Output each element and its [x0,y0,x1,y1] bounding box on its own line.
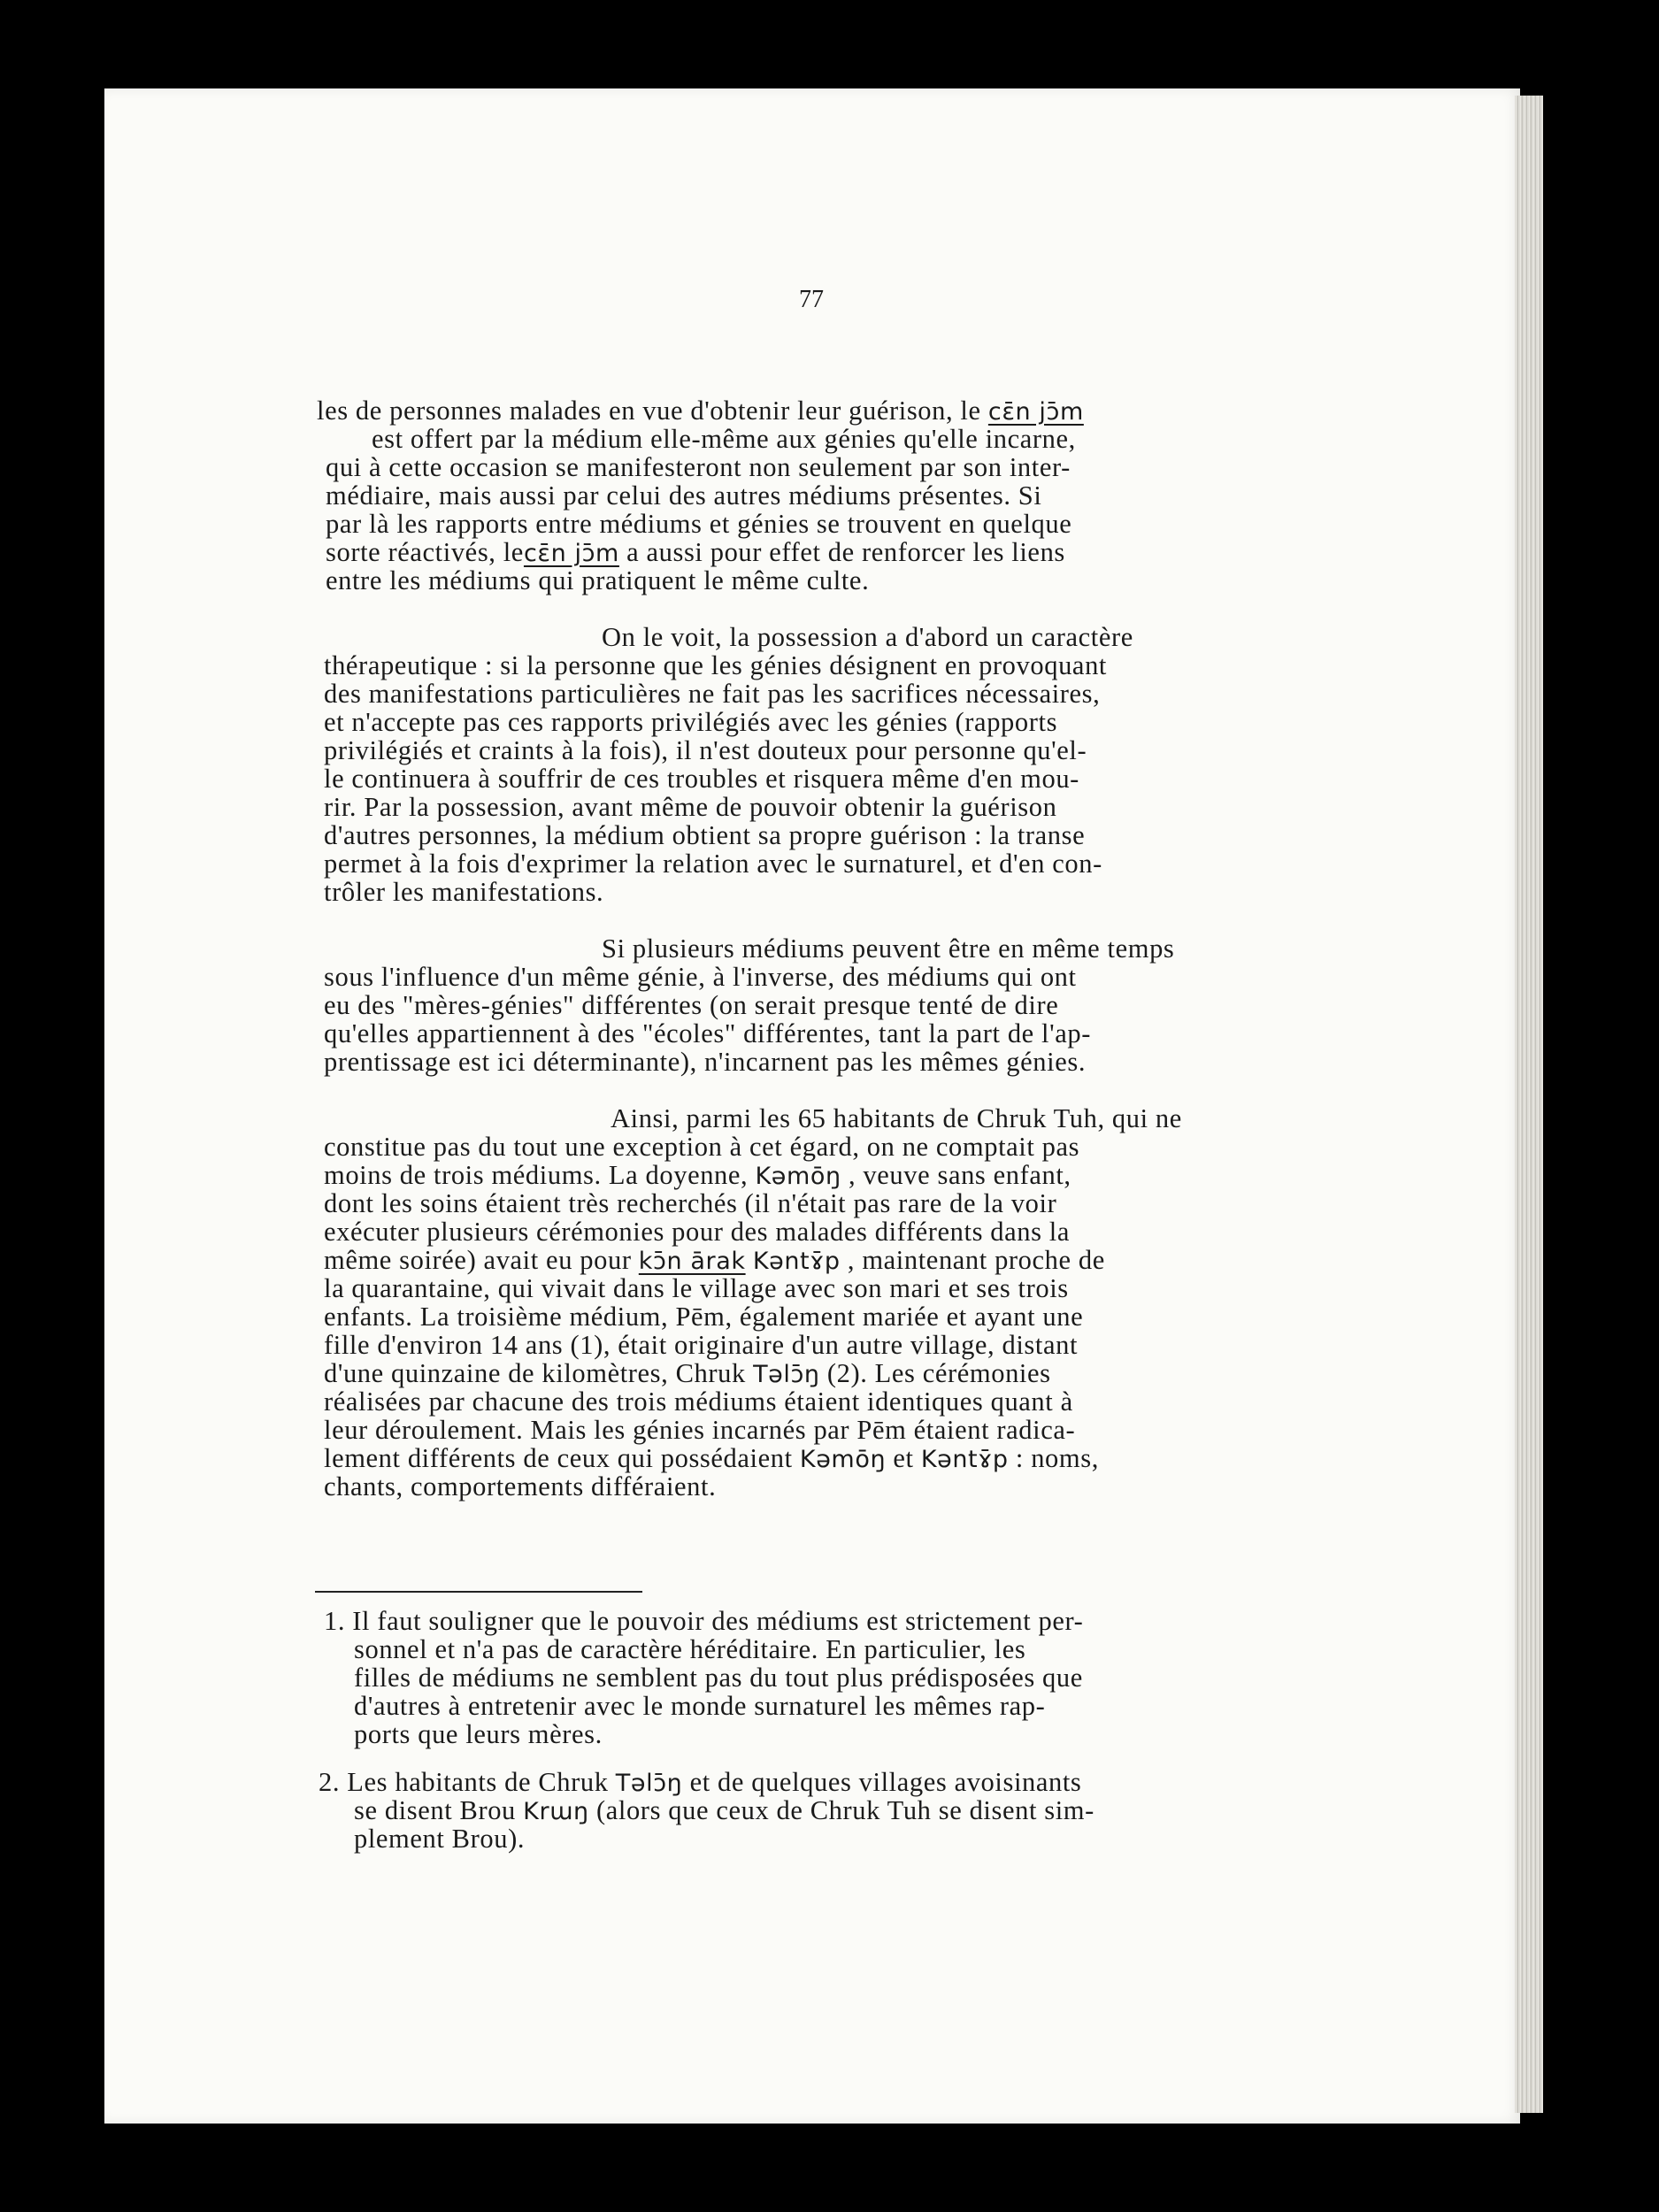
underlined-vernacular-term: kɔ̄n ārak [638,1248,746,1275]
text-run: permet à la fois d'exprimer la relation avec le surnaturel, et d'en con- [324,849,1102,879]
text-run: rir. Par la possession, avant même de pouvoir obtenir la guérison [324,792,1057,822]
text-line [324,680,1100,708]
text-line [324,736,1087,764]
text-run: 2. Les habitants de Chruk [319,1767,616,1797]
text-run: constitue pas du tout une exception à cet égard, on ne comptait pas [324,1132,1080,1162]
text-run: moins de trois médiums. La doyenne, [324,1160,756,1190]
text-run: filles de médiums ne semblent pas du tout plus prédisposées que [354,1663,1083,1693]
text-run: sous l'influence d'un même génie, à l'inverse, des médiums qui ont [324,962,1077,992]
text-run: et n'accepte pas ces rapports privilégiés avec les génies (rapports [324,707,1058,737]
vernacular-name: Kəmōŋ [799,1446,887,1473]
text-line [324,1302,1083,1331]
text-line [324,1189,1056,1217]
text-run: par là les rapports entre médiums et génies se trouvent en quelque [326,509,1072,539]
text-line [324,821,1085,849]
page-number: 77 [799,286,824,313]
text-run: Si plusieurs médiums peuvent être en même temps [602,933,1175,964]
footnote-line [319,1768,1081,1798]
text-run: trôler les manifestations. [324,877,604,907]
text-line [324,1472,716,1501]
text-run: est offert par la médium elle-même aux génies qu'elle incarne, [372,424,1076,454]
text-run: se disent Brou [354,1795,524,1825]
text-run: prentissage est ici déterminante), n'incarnent pas les mêmes génies. [324,1047,1087,1077]
text-line [324,1444,1099,1474]
text-run: (alors que ceux de Chruk Tuh se disent sim- [588,1795,1094,1825]
text-line [324,991,1058,1019]
text-line [602,623,1133,651]
text-line [324,708,1057,736]
text-line [324,1331,1078,1359]
text-line [324,963,1077,991]
text-run: qui à cette occasion se manifesteront non seulement par son inter- [326,452,1071,482]
text-line [324,1161,1071,1191]
text-run: privilégiés et craints à la fois), il n'est douteux pour personne qu'el- [324,735,1087,765]
text-run: fille d'environ 14 ans (1), était originaire d'un autre village, distant [324,1330,1079,1360]
text-run: réalisées par chacune des trois médiums étaient identiques quant à [324,1386,1073,1417]
text-run: , maintenant proche de [840,1245,1105,1275]
text-run: chants, comportements différaient. [324,1471,717,1502]
text-run: et de quelques villages avoisinants [682,1767,1082,1797]
text-line [602,934,1174,963]
text-run: d'autres personnes, la médium obtient sa propre guérison : la transe [324,820,1086,850]
text-run: enfants. La troisième médium, Pēm, également mariée et ayant une [324,1302,1084,1332]
text-run: qu'elles appartiennent à des "écoles" différentes, tant la part de l'ap- [324,1018,1091,1048]
footnote-line [354,1796,1094,1826]
footnote-line [354,1635,1025,1663]
text-line [611,1104,1182,1133]
underlined-vernacular-term: cɛ̄n jɔ̄m [987,398,1084,426]
vernacular-name: Kəmōŋ [755,1163,841,1190]
vernacular-name: Təlɔ̄ŋ [753,1361,820,1388]
text-line [324,878,603,906]
text-run: sorte réactivés, le [326,537,524,567]
text-line [324,1048,1086,1076]
footnote-line [354,1692,1045,1720]
text-run: même soirée) avait eu pour [324,1245,639,1275]
text-run: leur déroulement. Mais les génies incarnés par Pēm étaient radica- [324,1415,1076,1445]
text-line [324,849,1102,878]
text-line [326,510,1071,538]
footnote-line [354,1663,1083,1692]
text-line [324,1133,1079,1161]
vernacular-name: Kəntɤ̄p [752,1248,841,1275]
text-run: ports que leurs mères. [354,1719,603,1749]
text-line [324,1274,1069,1302]
text-run: , veuve sans enfant, [841,1160,1071,1190]
text-run: le continuera à souffrir de ces troubles et risquera même d'en mou- [324,764,1079,794]
footnote-line [354,1720,603,1748]
text-run: a aussi pour effet de renforcer les liens [618,537,1065,567]
text-run: (2). Les cérémonies [819,1358,1051,1388]
text-line [324,1359,1051,1389]
text-run: dont les soins étaient très recherchés (il n'était pas rare de la voir [324,1188,1057,1218]
text-run: des manifestations particulières ne fait pas les sacrifices nécessaires, [324,679,1101,709]
text-run: entre les médiums qui pratiquent le même culte. [326,565,870,595]
text-line [372,425,1076,453]
text-run: sonnel et n'a pas de caractère héréditaire. En particulier, les [354,1634,1026,1664]
text-line [324,651,1107,680]
text-run: médiaire, mais aussi par celui des autres médiums présentes. Si [326,480,1042,511]
text-line [324,793,1056,821]
text-line [326,453,1071,481]
text-run: thérapeutique : si la personne que les génies désignent en provoquant [324,650,1107,680]
text-run: d'autres à entretenir avec le monde surnaturel les mêmes rap- [354,1691,1046,1721]
text-run: 1. Il faut souligner que le pouvoir des médiums est strictement per- [324,1606,1084,1636]
text-run: exécuter plusieurs cérémonies pour des malades différents dans la [324,1217,1071,1247]
text-line [326,538,1065,568]
text-run: eu des "mères-génies" différentes (on serait presque tenté de dire [324,990,1059,1020]
vernacular-name: Krɯŋ [523,1798,589,1825]
text-line [324,1416,1075,1444]
vernacular-name: Təlɔ̄ŋ [615,1770,683,1797]
footnote-line [324,1607,1083,1635]
text-run: : noms, [1008,1443,1099,1473]
text-line [324,1246,1105,1276]
text-line [324,1387,1073,1416]
footnote-line [354,1824,525,1853]
text-run: d'une quinzaine de kilomètres, Chruk [324,1358,754,1388]
text-run: la quarantaine, qui vivait dans le village avec son mari et ses trois [324,1273,1069,1303]
text-run: les de personnes malades en vue d'obtenir leur guérison, le [317,396,988,426]
text-run: et [886,1443,921,1473]
text-line [317,396,1084,426]
text-run: lement différents de ceux qui possédaient [324,1443,800,1473]
vernacular-name: Kəntɤ̄p [920,1446,1009,1473]
page-edges [1515,96,1543,2113]
text-line [324,764,1079,793]
text-run: plement Brou). [354,1824,526,1854]
text-line [326,481,1041,510]
text-run [746,1245,753,1275]
text-line [324,1217,1070,1246]
text-line [324,1019,1091,1048]
text-run: On le voit, la possession a d'abord un caractère [602,622,1133,652]
footnote-rule [315,1591,642,1593]
text-run: Ainsi, parmi les 65 habitants de Chruk Tuh, qui ne [611,1103,1182,1133]
text-line [326,566,869,595]
underlined-vernacular-term: cɛ̄n jɔ̄m [523,540,619,567]
